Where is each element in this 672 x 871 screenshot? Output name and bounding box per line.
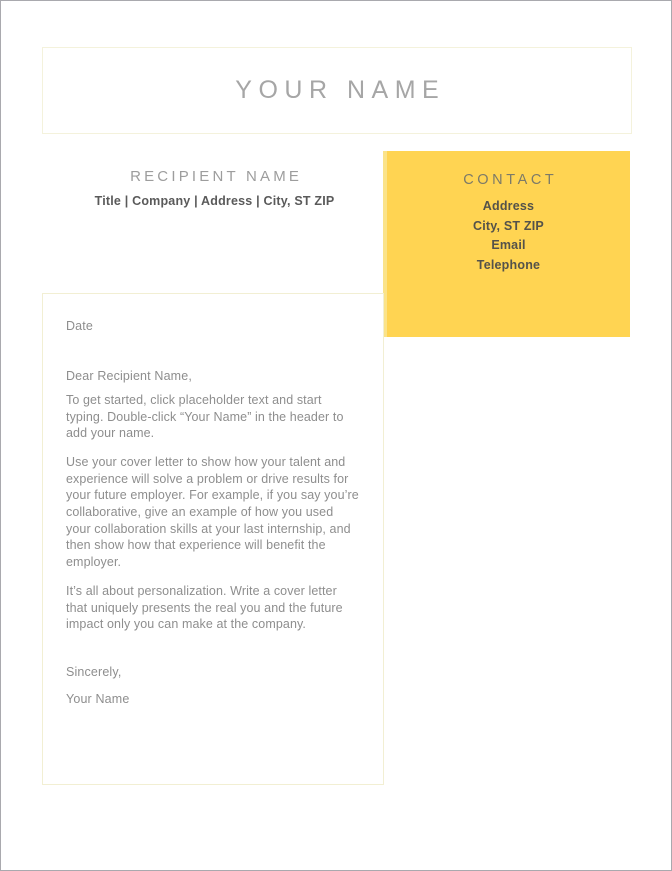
- contact-item-city-state-zip[interactable]: City, ST ZIP: [473, 218, 544, 233]
- recipient-block: [42, 167, 387, 209]
- contact-heading: CONTACT: [463, 172, 558, 188]
- contact-list: [387, 197, 630, 275]
- recipient-name-placeholder[interactable]: RECIPIENT NAME: [130, 168, 303, 185]
- letter-body-box: [42, 293, 384, 785]
- contact-panel: [383, 151, 630, 337]
- contact-item-telephone[interactable]: Telephone: [476, 257, 541, 272]
- your-name-placeholder[interactable]: YOUR NAME: [235, 76, 446, 104]
- letter-closing[interactable]: Sincerely,: [66, 664, 122, 679]
- contact-item-address[interactable]: Address: [482, 199, 535, 213]
- letter-date[interactable]: Date: [66, 319, 94, 333]
- letter-salutation[interactable]: Dear Recipient Name,: [66, 369, 192, 383]
- letter-signature[interactable]: Your Name: [66, 691, 130, 706]
- header-name-box[interactable]: [42, 47, 632, 134]
- letter-paragraph-1[interactable]: To get started, click placeholder text and start typing. Double-click “Your Name” in the header to add your name.: [66, 393, 344, 441]
- recipient-details-placeholder[interactable]: Title | Company | Address | City, ST ZIP: [94, 194, 335, 208]
- contact-item-email[interactable]: Email: [491, 238, 526, 253]
- letter-paragraph-3[interactable]: It’s all about personalization. Write a cover letter that uniquely presents the real you and the future impact only you can make at the company.: [66, 583, 343, 632]
- letter-paragraph-2[interactable]: Use your cover letter to show how your talent and experience will solve a problem or drive results for your future employer. For example, if you say you’re collaborative, give an example of how you used your collaboration skills at your last internship, and then show how that experience will benefit the employer.: [66, 455, 359, 569]
